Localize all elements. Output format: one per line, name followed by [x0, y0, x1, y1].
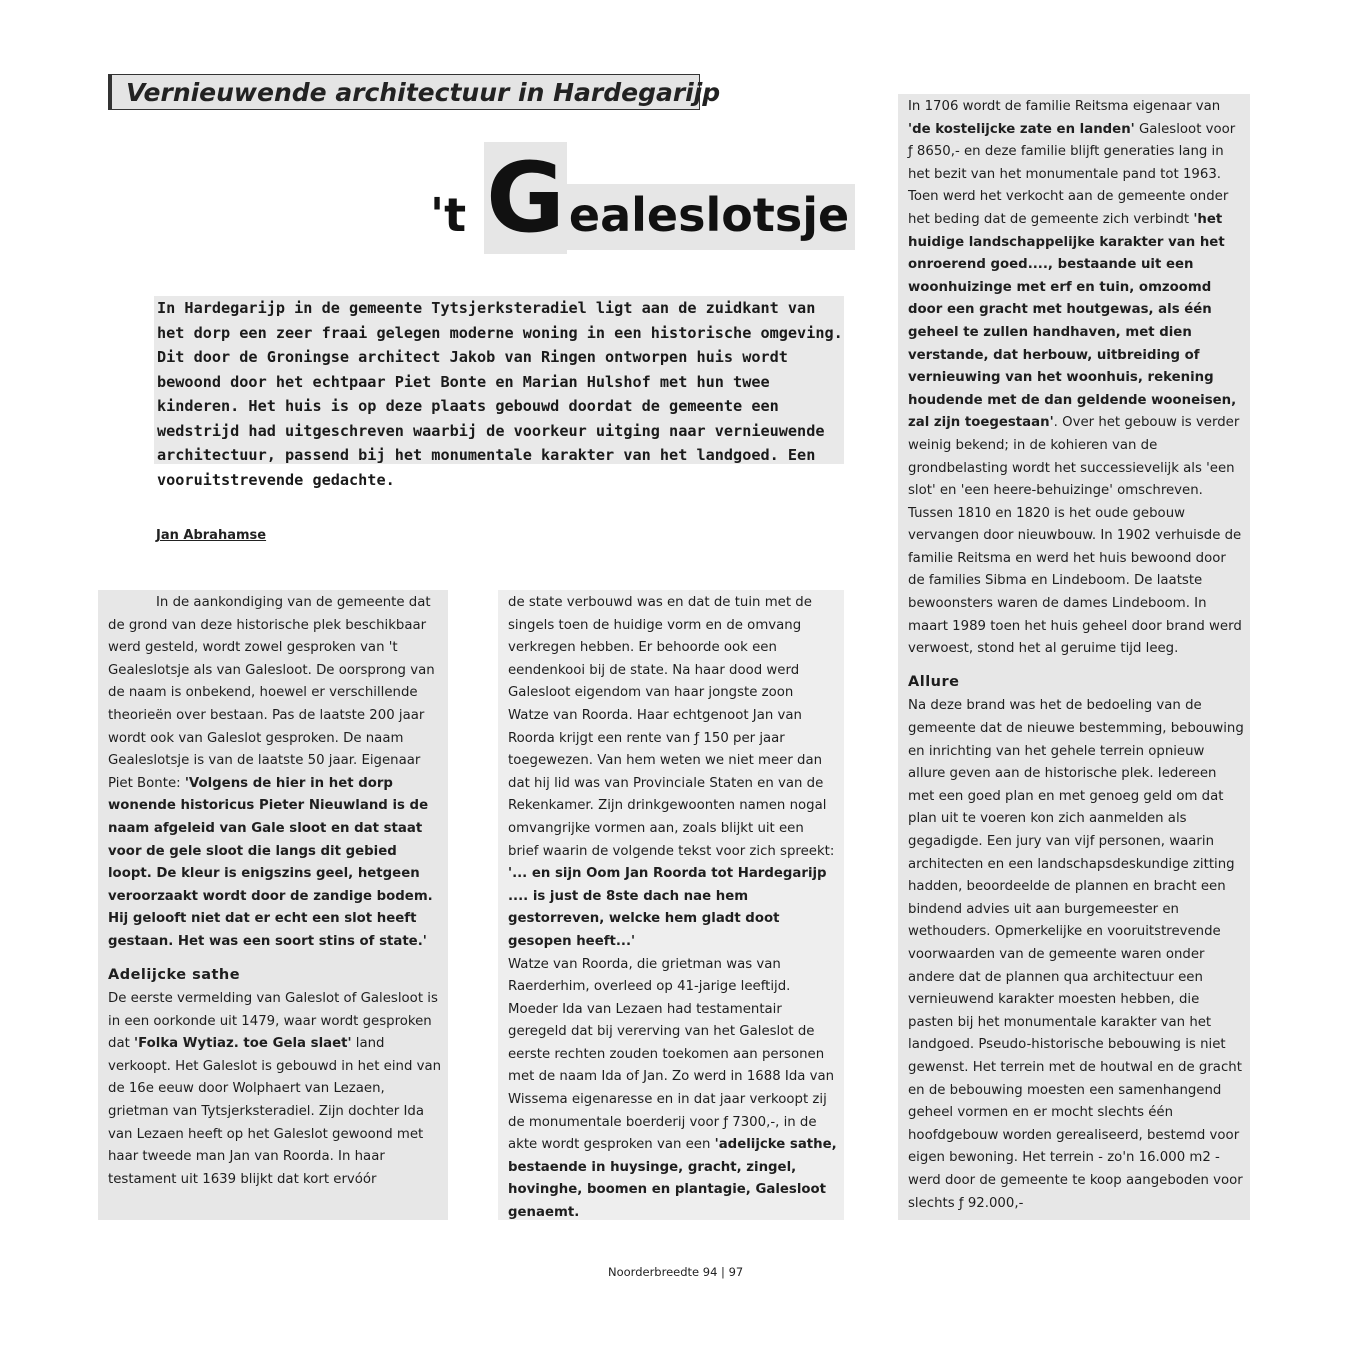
col2-p2-quote: 'adelijcke sathe, bestaende in huysinge, gracht, zingel, hovinghe, boomen en plantagie, Galesloot genaemt.: [508, 1137, 837, 1220]
col3-p1-text-a: In 1706 wordt de familie Reitsma eigenaar van: [908, 99, 1221, 114]
col3-paragraph-1: [908, 96, 1244, 661]
col1-subheading: Adelijcke sathe: [108, 966, 241, 983]
col1-p2-text-a: De eerste vermelding van Galeslot of Galesloot is in een oorkonde uit 1479, waar wordt gesproken dat: [108, 991, 438, 1052]
col1-p1-quote: 'Volgens de hier in het dorp wonende historicus Pieter Nieuwland is de naam afgeleid van Gale sloot en dat staat voor de gele sloot die langs dit gebied loopt. De kleur is enigszins geel, hetgeen veroorzaakt wordt door de zandige bodem. Hij gelooft niet dat er echt een slot heeft gestaan. Het was een soort stins of state.': [108, 775, 433, 949]
col3-subheading: Allure: [908, 673, 960, 690]
article-title: [430, 142, 855, 254]
col1-paragraph-2: [108, 988, 442, 1191]
col1-p2-text-c: land verkoopt. Het Galeslot is gebouwd in het eind van de 16e eeuw door Wolphaert van Lezaen, grietman van Tytsjerksteradiel. Zijn dochter Ida van Lezaen heeft op het Galeslot gewoond met haar tweede man Jan van Roorda. In haar testament uit 1639 blijkt dat kort ervóór: [108, 1036, 442, 1187]
col3-p1-text-e: . Over het gebouw is verder weinig bekend; in de kohieren van de grondbelasting wordt het successievelijk als 'een slot' en 'een heere-behuizinge' omschreven. Tussen 1810 en 1820 is het oude gebouw vervangen door nieuwbouw. In 1902 verhuisde de familie Reitsma en werd het huis bewoond door de families Sibma en Lindeboom. De laatste bewoonsters waren de dames Lindeboom. In maart 1989 toen het huis geheel door brand werd verwoest, stond het al geruime tijd leeg.: [908, 415, 1242, 657]
title-rest: ealeslotsje: [567, 184, 855, 250]
col2-p1-text: de state verbouwd was en dat de tuin met de singels toen de huidige vorm en de omvang verkregen hebben. Er behoorde ook een eendenkooi bij de state. Na haar dood werd Galesloot eigendom van haar jongste zoon Watze van Roorda. Haar echtgenoot Jan van Roorda krijgt een rente van ƒ 150 per jaar toegewezen. Van hem weten we niet meer dan dat hij lid was van Provinciale Staten en van de Rekenkamer. Zijn drinkgewoonten namen nogal omvangrijke vormen aan, zoals blijkt uit een brief waarin de volgende tekst voor zich spreekt:: [508, 595, 835, 859]
col3-p1-quote-1: 'de kostelijcke zate en landen': [908, 121, 1135, 137]
col1-paragraph-1: [108, 592, 442, 954]
col2-paragraph-2: [508, 954, 838, 1221]
col3-p1-quote-2: 'het huidige landschappelijke karakter van het onroerend goed...., bestaande uit een woonhuizinge met erf en tuin, omzoomd door een gracht met houtgewas, als één geheel te zullen handhaven, met dien verstande, dat herbouw, uitbreiding of vernieuwing van het woonhuis, rekening houdende met de dan geldende wooneisen, zal zijn toegestaan': [908, 211, 1237, 431]
kicker-box: [108, 74, 721, 110]
column-2: [498, 590, 844, 1220]
title-prefix: 't: [430, 188, 467, 242]
lead-text: In Hardegarijp in de gemeente Tytsjerksteradiel ligt aan de zuidkant van het dorp een zeer fraai gelegen moderne woning in een historische omgeving. Dit door de Groningse architect Jakob van Ringen ontworpen huis wordt bewoond door het echtpaar Piet Bonte en Marian Hulshof met hun twee kinderen. Het huis is op deze plaats gebouwd doordat de gemeente een wedstrijd had uitgeschreven waarbij de voorkeur uitging naar vernieuwende architectuur, passend bij het monumentale karakter van het landgoed. Een vooruitstrevende gedachte.: [157, 299, 843, 489]
byline: Jan Abrahamse: [156, 528, 267, 543]
page-footer: Noorderbreedte 94 | 97: [608, 1265, 744, 1279]
col2-p1-quote: '... en sijn Oom Jan Roorda tot Hardegarijp .... is just de 8ste dach nae hem gestorreven, welcke hem gladt doot gesopen heeft...': [508, 866, 827, 949]
col3-paragraph-2: Na deze brand was het de bedoeling van de gemeente dat de nieuwe bestemming, bebouwing en inrichting van het gehele terrein opnieuw allure geven aan de historische plek. Iedereen met een goed plan en met genoeg geld om dat plan uit te voeren kon zich aanmelden als gegadigde. Een jury van vijf personen, waarin architecten en een landschapsdeskundige zitting hadden, beoordeelde de plannen en bracht een bindend advies uit aan burgemeester en wethouders. Opmerkelijke en vooruitstrevende voorwaarden van de gemeente waren onder andere dat de plannen qua architectuur een vernieuwend karakter moesten hebben, die pasten bij het monumentale karakter van het landgoed. Pseudo-historische bebouwing is niet gewenst. Het terrein met de houtwal en de gracht en de bebouwing moesten een samenhangend geheel vormen en er mocht slechts één hoofdgebouw worden gerealiseerd, bestemd voor eigen bewoning. Het terrein - zo'n 16.000 m2 - werd door de gemeente te koop aangeboden voor slechts ƒ 92.000,-: [908, 698, 1244, 1211]
col1-p1-text: In de aankondiging van de gemeente dat de grond van deze historische plek beschikbaar werd gesteld, wordt zowel gesproken van 't Gealeslotsje als van Galesloot. De oorsprong van de naam is onbekend, hoewel er verschillende theorieën over bestaan. Pas de laatste 200 jaar wordt ook van Galeslot gesproken. De naam Gealeslotsje is van de laatste 50 jaar. Eigenaar Piet Bonte:: [108, 595, 435, 791]
col3-p1-text-c: Galesloot voor ƒ 8650,- en deze familie blijft generaties lang in het bezit van het monumentale pand tot 1963. Toen werd het verkocht aan de gemeente onder het beding dat de gemeente zich verbindt: [908, 121, 1236, 227]
col2-paragraph-1: [508, 592, 838, 954]
title-initial: G: [486, 142, 565, 254]
column-3: [898, 94, 1250, 1220]
col2-p2-text: Watze van Roorda, die grietman was van Raerderhim, overleed op 41-jarige leeftijd. Moeder Ida van Lezaen had testamentair geregeld dat bij vererving van het Galeslot de eerste rechten zouden toekomen aan personen met de naam Ida of Jan. Zo werd in 1688 Ida van Wissema eigenaresse en in dat jaar verkoopt zij de monumentale boerderij voor ƒ 7300,-, in de akte wordt gesproken van een: [508, 956, 835, 1153]
lead-paragraph: [154, 296, 844, 489]
kicker-text: Vernieuwende architectuur in Hardegarijp: [126, 78, 721, 107]
column-1: [98, 590, 448, 1220]
col1-p2-quote: 'Folka Wytiaz. toe Gela slaet': [134, 1036, 352, 1052]
